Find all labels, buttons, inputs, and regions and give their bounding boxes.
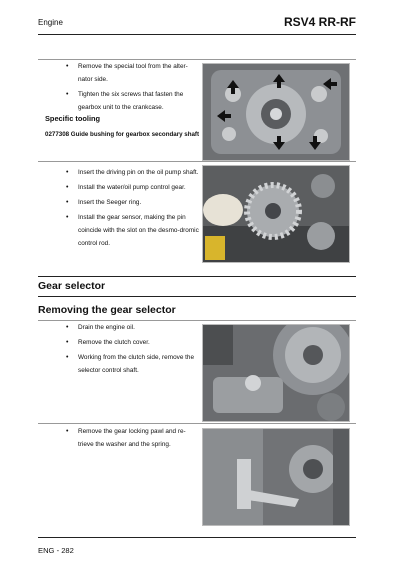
list-item: • Install the gear sensor, making the pin coincide with the slot on the desmo-dromic control rod. (66, 211, 202, 250)
list-item: • Drain the engine oil. (66, 321, 200, 334)
clutch-side-photo (202, 324, 350, 422)
header-section-label: Engine (38, 18, 63, 27)
pump-gear-photo (202, 165, 350, 263)
list-item: • Working from the clutch side, remove the selector control shaft. (66, 351, 200, 377)
list-item: • Remove the special tool from the alter-nator side. (66, 60, 200, 86)
list-item: • Remove the clutch cover. (66, 336, 200, 349)
footer-rule (38, 537, 356, 538)
tooling-heading: Specific tooling (45, 114, 101, 123)
section-rule (38, 276, 356, 277)
subsection-title: Removing the gear selector (38, 304, 176, 316)
list-item: • Remove the gear locking pawl and re-trieve the washer and the spring. (66, 425, 200, 451)
step4-bullet-list (66, 425, 200, 453)
list-item: • Insert the Seeger ring. (66, 196, 202, 209)
step2-bullet-list (66, 166, 202, 252)
gearbox-screws-photo (202, 63, 350, 161)
list-item: • Tighten the six screws that fasten the gearbox unit to the crankcase. (66, 88, 200, 114)
page-number: ENG - 282 (38, 546, 74, 555)
list-item: • Insert the driving pin on the oil pump shaft. (66, 166, 202, 179)
header-rule (38, 34, 356, 35)
section-bottom-rule (38, 296, 356, 297)
step1-bullet-list (66, 60, 200, 116)
step3-bullet-list (66, 321, 200, 379)
list-item: • Install the water/oil pump control gear. (66, 181, 202, 194)
tooling-item: 0277308 Guide bushing for gearbox secondary shaft (45, 131, 200, 138)
locking-pawl-photo (202, 428, 350, 526)
step4-top-rule (38, 423, 356, 424)
section-title: Gear selector (38, 280, 106, 292)
step2-top-rule (38, 161, 356, 162)
header-model-title: RSV4 RR-RF (283, 15, 356, 29)
